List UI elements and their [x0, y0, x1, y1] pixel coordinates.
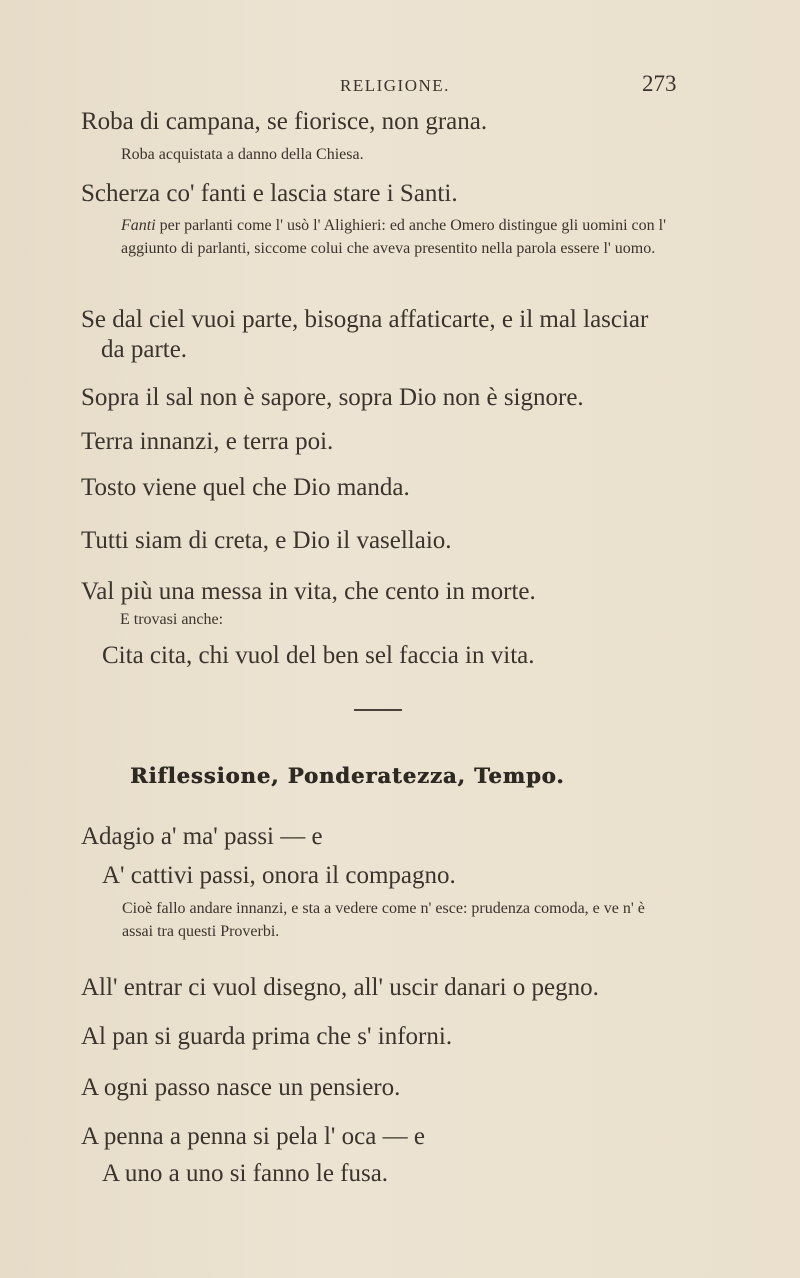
proverb-note: Roba acquistata a danno della Chiesa. — [121, 146, 364, 163]
proverb-entry: Al pan si guarda prima che s' inforni. — [81, 1023, 453, 1050]
running-head — [0, 71, 800, 104]
note-text: per parlanti come l' usò l' Alighieri: ed anche Omero distingue gli uomini con l' aggiunto di parlanti, siccome colui che aveva presentito nella parola essere l' uomo. — [121, 217, 666, 257]
proverb-continuation: A' cattivi passi, onora il compagno. — [102, 862, 456, 889]
proverb-entry: Sopra il sal non è sapore, sopra Dio non è signore. — [81, 384, 584, 411]
proverb-entry: Adagio a' ma' passi — e — [81, 823, 323, 850]
proverb-continuation: A uno a uno si fanno le fusa. — [102, 1160, 389, 1187]
proverb-entry: Scherza co' fanti e lascia stare i Santi. — [81, 180, 458, 207]
running-head-title: RELIGIONE. — [340, 76, 450, 95]
proverb-entry: Tutti siam di creta, e Dio il vasellaio. — [81, 527, 452, 554]
proverb-entry: Tosto viene quel che Dio manda. — [81, 474, 410, 501]
note-emphasis: Fanti — [121, 217, 156, 234]
proverb-entry: A penna a penna si pela l' oca — e — [81, 1123, 425, 1150]
section-heading: Riflessione, Ponderatezza, Tempo. — [130, 763, 565, 788]
proverb-entry: Val più una messa in vita, che cento in morte. — [81, 578, 536, 605]
proverb-continuation: da parte. — [101, 336, 188, 363]
section-divider — [354, 709, 402, 711]
proverb-entry: Terra innanzi, e terra poi. — [81, 428, 334, 455]
proverb-entry: All' entrar ci vuol disegno, all' uscir danari o pegno. — [81, 974, 599, 1001]
proverb-entry: Roba di campana, se fiorisce, non grana. — [81, 108, 488, 135]
page-number: 273 — [642, 71, 677, 96]
proverb-note — [121, 214, 701, 260]
proverb-entry: A ogni passo nasce un pensiero. — [81, 1074, 401, 1101]
proverb-note: Cioè fallo andare innanzi, e sta a vedere come n' esce: prudenza comoda, e ve n' è assai tra questi Proverbi. — [122, 900, 645, 940]
proverb-variant: Cita cita, chi vuol del ben sel faccia in vita. — [102, 642, 535, 669]
proverb-entry: Se dal ciel vuoi parte, bisogna affaticarte, e il mal lasciar — [81, 306, 649, 333]
proverb-note: E trovasi anche: — [120, 611, 224, 628]
